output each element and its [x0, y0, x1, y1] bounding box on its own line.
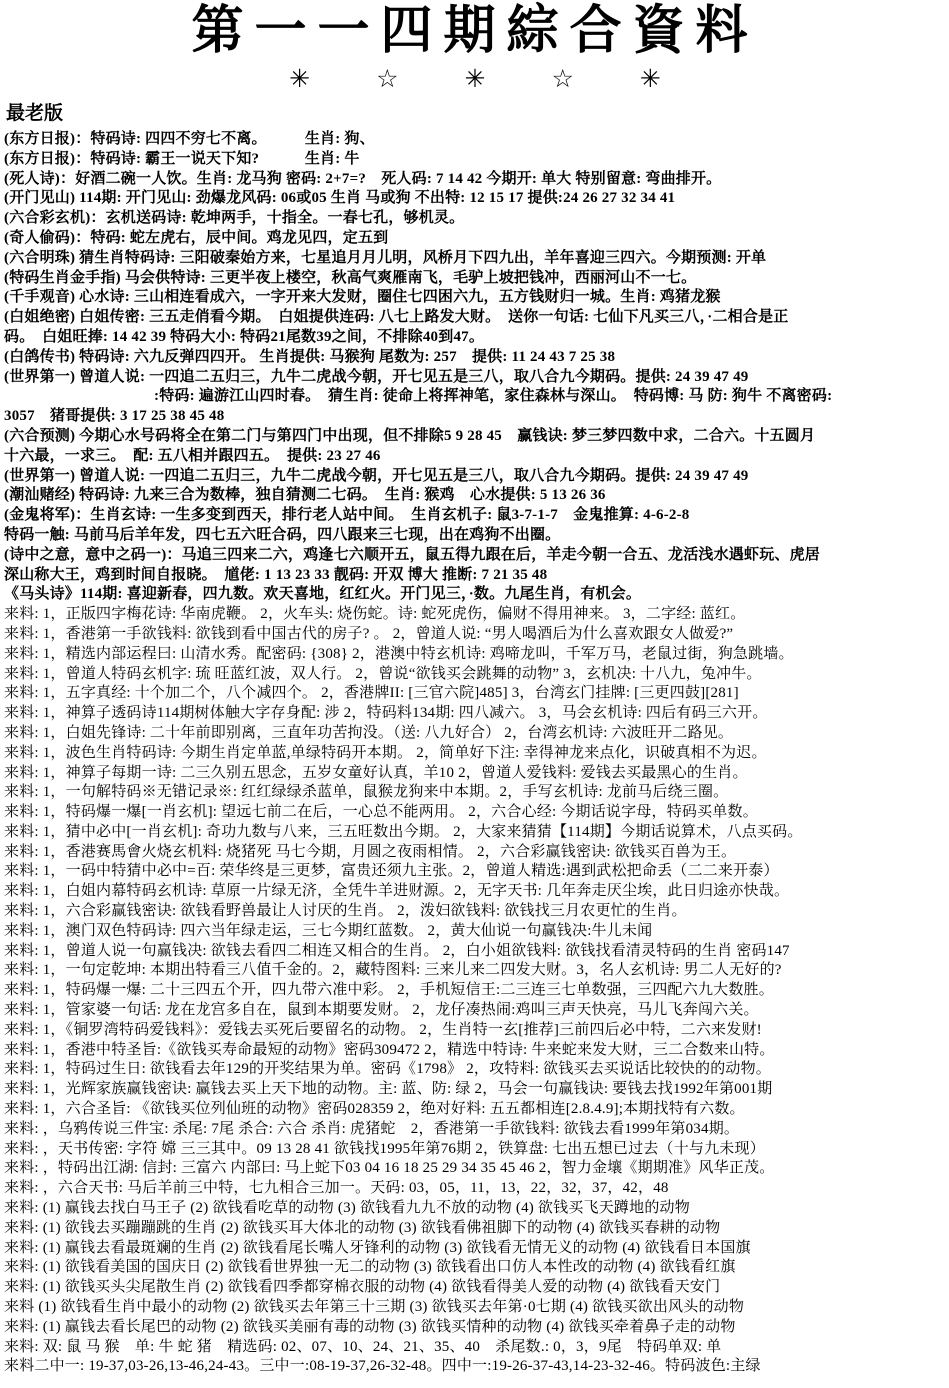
text-line: 来料: 1，《铜罗湾特码爱钱料》：爱钱去买死后要留名的动物。 2，生肖特一玄[推荐]三前四后必中特，二六来发财! — [4, 1021, 762, 1038]
text-line: 来料: 1，光辉家族赢钱密诀: 赢钱去买上天下地的动物。主: 蓝、防: 绿 2，马会一句赢钱诀: 要钱去找1992年第001期 — [4, 1081, 773, 1098]
star-icon: ☆ — [551, 66, 574, 93]
text-line: 3057 猪哥提供: 3 17 25 38 45 48 — [4, 408, 225, 425]
text-line: 来料: 1，香港第一手欲钱料: 欲钱到看中国古代的房子? 。 2，曾道人说: “男人喝酒后为什么喜欢跟女人做爱?” — [4, 625, 734, 642]
text-line: 来料: (1) 赢钱去看长尾巴的动物 (2) 欲钱买美丽有毒的动物 (3) 欲钱买情种的动物 (4) 欲钱买牵着鼻子走的动物 — [4, 1318, 736, 1335]
text-line: (六合彩玄机)：玄机送码诗: 乾坤两手，十指全。一春七孔，够机灵。 — [4, 210, 465, 227]
text-line: 来料: 1，一句解特码※无错记录※: 红红绿绿杀蓝单，鼠猴龙狗来中本期。2，手写玄机诗: 龙前马后绕三圈。 — [4, 784, 729, 801]
asterisk-icon: ✳ — [289, 66, 311, 93]
page-title: 第一一四期綜合資料 — [191, 3, 759, 60]
text-line: 特码一触: 马前马后羊年发，四七五六旺合码，四八跟来三七现，出在鸡狗不出圈。 — [4, 526, 561, 543]
text-line: 来料: (1) 欲钱看美国的国庆日 (2) 欲钱看世界独一无二的动物 (3) 欲钱看出口仿人本性改的动物 (4) 欲钱看红旗 — [4, 1259, 736, 1276]
text-line: 来料: (1) 赢钱去看最斑斓的生肖 (2) 欲钱看尾长嘴人牙锋利的动物 (3) 欲钱看无情无义的动物 (4) 欲钱看日本国旗 — [4, 1239, 751, 1256]
asterisk-icon: ✳ — [464, 66, 486, 93]
text-line: 来料: 1，波色生肖特码诗: 今期生肖定单蓝,单绿特码开本期。 2，简单好下注: 幸得神龙来点化，识破真相不为迟。 — [4, 744, 767, 761]
text-line: :特码: 遍游江山四时春。 猜生肖: 徒命上将挥神笔，家住森林与深山。 特码博: 马 防: 狗牛 不离密码: — [154, 388, 833, 405]
star-icon: ☆ — [376, 66, 399, 93]
edition-label: 最老版 — [6, 103, 64, 124]
text-line: 来料: 1，曾道人特码玄机字: 琉 旺蓝红波，双人行。 2，曾说“欲钱买会跳舞的动物” 3，玄机决: 十八九，兔冲牛。 — [4, 665, 762, 682]
text-line: 来料: ，乌鸦传说三件宝: 杀尾: 7尾 杀合: 六合 杀肖: 虎猪蛇 2，香港第一手欲钱料: 欲钱去看1999年第034期。 — [4, 1120, 740, 1137]
text-line: (六合明珠) 猜生肖特码诗: 三阳破秦始方来，七星追月月儿明，风桥月下四九出，羊年喜迎三四六。今期预测: 开单 — [4, 249, 767, 266]
text-line: (千手观音) 心水诗: 三山相连看成六，一字开来大发财，圈住七四困六九，五方钱财归一城。生肖: 鸡猪龙猴 — [4, 289, 721, 306]
text-line: 来料: 1，白姐内幕特码玄机诗: 草原一片绿无济，全凭牛羊进财源。2，无字天书: 几年奔走厌尘埃，此日归途亦快哉。 — [4, 883, 790, 900]
text-line: 来料: 1，澳门双色特码诗: 四六当年绿走运，三七今期红蓝数。 2，黄大仙说一句赢钱决:牛儿未闻 — [4, 922, 653, 939]
text-line: 来料: 1，曾道人说一句赢钱决: 欲钱去看四二相连又相合的生肖。 2，白小姐欲钱料: 欲钱找看清灵特码的生肖 密码147 — [4, 942, 790, 959]
text-line: (东方日报)：特码诗: 霸王一说天下知? 生肖: 牛 — [4, 150, 360, 167]
text-line: 来料: 1，五字真经: 十个加二个，八个减四个。 2，香港牌II: [三官六院]485] 3，台湾玄门挂牌: [三更四鼓][281] — [4, 685, 739, 702]
text-line: 来料: 1，一句定乾坤: 本期出特看三八值千金的。2，藏特图料: 三来儿来二四发大财。3，名人玄机诗: 男二人无好的? — [4, 962, 782, 979]
text-line: (六合预测) 今期心水号码将全在第二门与第四门中出现，但不排除5 9 28 45 赢钱诀: 梦三梦四数中求，二合六。十五圆月 — [4, 427, 816, 444]
text-line: 来料: (1) 欲钱去买蹦蹦跳的生肖 (2) 欲钱买耳大体北的动物 (3) 欲钱看佛祖脚下的动物 (4) 欲钱买春耕的动物 — [4, 1219, 721, 1236]
text-line: (世界第一) 曾道人说: 一四追二五归三，九牛二虎战今朝，开七见五是三八，取八合九今期码。提供: 24 39 47 49 — [4, 368, 749, 385]
text-line: 来料: 1，管家婆一句话: 龙在龙宫多自在，鼠到本期要发财。 2，龙仔凑热闹:鸡叫三声天快亮，马儿飞奔闯六关。 — [4, 1002, 759, 1019]
text-line: 来料: 1，正版四字梅花诗: 华南虎鞭。 2，火车头: 烧伤蛇。诗: 蛇死虎伤，偏财不得用神来。 3，二字经: 蓝红。 — [4, 606, 746, 623]
text-line: 来料: 1，一码中特猜中必中=百: 荣华终是三更梦，富贵还须九主张。2，曾道人精选:遇到武松把命丢（二二来开泰） — [4, 863, 779, 880]
text-line: (死人诗)：好酒二碗一人饮。生肖: 龙马狗 密码: 2+7=? 死人码: 7 14 42 今期开: 单大 特别留意: 弯曲排开。 — [4, 170, 722, 187]
text-line: 深山称大王，鸡到时间自报晓。 馗佬: 1 13 23 33 靓码: 开双 博大 推断: 7 21 35 48 — [4, 566, 548, 583]
text-line: 来料: 1，猜中必中[一肖玄机]: 奇功九数与八来，三五旺数出今期。 2，大家来猜猜【114期】今期话说算术，八点买码。 — [4, 823, 803, 840]
text-line: 来料: 1，六合彩赢钱密诀: 欲钱看野兽最让人讨厌的生肖。 2，泼妇欲钱料: 欲钱找三月农更忙的生肖。 — [4, 903, 687, 920]
text-line: 来料: ，天书传密: 字符 嫦 三三其中。09 13 28 41 欲钱找1995年第76期 2，铁算盘: 七出五想已过去（十与九未现） — [4, 1140, 765, 1157]
decoration-row — [4, 66, 946, 96]
text-line: 来料: 1，六合圣旨: 《欲钱买位列仙班的动物》密码028359 2，绝对好料: 五五都相连[2.8.4.9];本期找特有六数。 — [4, 1101, 745, 1118]
text-line: (开门见山) 114期: 开门见山: 劲爆龙风码: 06或05 生肖 马或狗 不出特: 12 15 17 提供:24 26 27 32 34 41 — [4, 190, 676, 207]
text-line: 来料: 1，香港赛馬會火烧玄机料: 烧猪死 马七今期，月圆之夜雨相情。 2，六合彩赢钱密诀: 欲钱买百兽为王。 — [4, 843, 737, 860]
text-line: 来料: 1，白姐先锋诗: 二十年前即别离，三直年功苦拘没。（送: 八九好合） 2，台湾玄机诗: 六波旺开二路见。 — [4, 724, 734, 741]
text-line: 《马头诗》114期: 喜迎新春，四九数。欢天喜地，红红火。开门见三，·数。九尾生肖，有机会。 — [4, 586, 642, 603]
content-lines — [4, 130, 946, 1377]
text-line: 来料二中一: 19-37,03-26,13-46,24-43。三中一:08-19-37,26-32-48。四中一:19-26-37-43,14-23-32-46。特码波色:主绿 — [4, 1358, 761, 1375]
text-line: 来料: ，特码出江湖: 信封: 三富六 内部曰: 马上蛇下03 04 16 18 25 29 34 35 45 46 2，智力金壤《期期准》风华正茂。 — [4, 1160, 775, 1177]
text-line: (东方日报)：特码诗: 四四不穷七不离。 生肖: 狗、 — [4, 131, 375, 147]
text-line: 来料: 双: 鼠 马 猴 单: 牛 蛇 猪 精选码: 02、07、10、24、21、35、40 杀尾数.: 0，3，9尾 特码单双: 单 — [4, 1338, 722, 1355]
text-line: 来料 (1) 欲钱看生肖中最小的动物 (2) 欲钱买去年第三十三期 (3) 欲钱买去年第·0七期 (4) 欲钱买欲出风头的动物 — [4, 1299, 745, 1316]
text-line: 十六最，一求三。 配: 五八相并跟四五。 提供: 23 27 46 — [4, 447, 381, 464]
text-line: (白姐绝密) 白姐传密: 三五走俏看今期。 白姐提供连码: 八七上路发大财。 送你一句话: 七仙下凡买三八，·二相合是正 — [4, 309, 789, 326]
text-line: (潮汕赌经) 特码诗: 九来三合为数棒，独自猜测二七码。 生肖: 猴鸡 心水提供: 5 13 26 36 — [4, 487, 606, 504]
text-line: 来料: 1，特码爆一爆[一肖玄机]: 望远七前二在后，一心总不能两用。 2，六合心经: 今期话说字母，特码买单数。 — [4, 804, 758, 821]
text-line: 来料: 1，精选内部运程曰: 山清水秀。配密码: {308} 2，港澳中特玄机诗: 鸡啼龙叫，千军万马，老鼠过街，狗急跳墙。 — [4, 645, 794, 662]
text-line: 来料: 1，特码过生日: 欲钱看去年129的开奖结果为单。密码《1798》 2，攻特料: 欲钱买去买说话比较快的的动物。 — [4, 1061, 772, 1078]
text-line: 来料: ，六合天书: 马后羊前三中特，七九相合三加一。天码: 03，05，11，13，22，32，37，42，48 — [4, 1180, 669, 1197]
text-line: 来料: (1) 赢钱去找白马王子 (2) 欲钱看吃草的动物 (3) 欲钱看九九不放的动物 (4) 欲钱买飞天蹲地的动物 — [4, 1200, 690, 1217]
text-line: (特码生肖金手指) 马会供特诗: 三更半夜上楼空，秋高气爽雁南飞，毛驴上坡把钱冲，西丽河山不一七。 — [4, 269, 697, 286]
text-line: 来料: 1，香港中特圣旨:《欲钱买寿命最短的动物》密码309472 2，精选中特诗: 牛来蛇来发大财，三二合数来山特。 — [4, 1041, 775, 1058]
text-line: (奇人偷码)：特码: 蛇左虎右，辰中间。鸡龙见四，定五到 — [4, 229, 389, 246]
text-line: (世界第一) 曾道人说: 一四追二五归三，九牛二虎战今朝，开七见五是三八，取八合九今期码。提供: 24 39 47 49 — [4, 467, 749, 484]
text-line: (金鬼将军)：生肖玄诗: 一生多变到西天，排行老人站中间。 生肖玄机子: 鼠3-7-1-7 金鬼推算: 4-6-2-8 — [4, 507, 690, 524]
text-line: 来料: 1，特码爆一爆: 二十三四五个开，四九带六准中彩。 2，手机短信王:二三连三七单数强，三四配六九大数胜。 — [4, 982, 774, 999]
text-line: 来料: 1，神算子透码诗114期树体触大字存身配: 涉 2，特码料134期: 四八减六。 3，马会玄机诗: 四后有码三六开。 — [4, 705, 768, 722]
text-line: 来料: 1，神算子每期一诗: 二三久别五思念，五岁女童好认真，羊10 2，曾道人爱钱料: 爱钱去买最黑心的生肖。 — [4, 764, 748, 781]
asterisk-icon: ✳ — [639, 66, 661, 93]
text-line: 码。 白姐旺捧: 14 42 39 特码大小: 特码21尾数39之间，不排除40到47。 — [4, 328, 485, 345]
text-line: 来料: (1) 欲钱买头尖尾散生肖 (2) 欲钱看四季都穿棉衣服的动物 (4) 欲钱看得美人爱的动物 (4) 欲钱看天安门 — [4, 1279, 721, 1296]
text-line: (白鸽传书) 特码诗: 六九反弹四四开。 生肖提供: 马猴狗 尾数为: 257 提供: 11 24 43 7 25 38 — [4, 348, 616, 365]
text-line: (诗中之意，意中之码一)：马追三四来二六，鸡逢七六顺开五，鼠五得九跟在后，羊走今朝一合五、龙活浅水遇虾玩、虎居 — [4, 546, 820, 563]
